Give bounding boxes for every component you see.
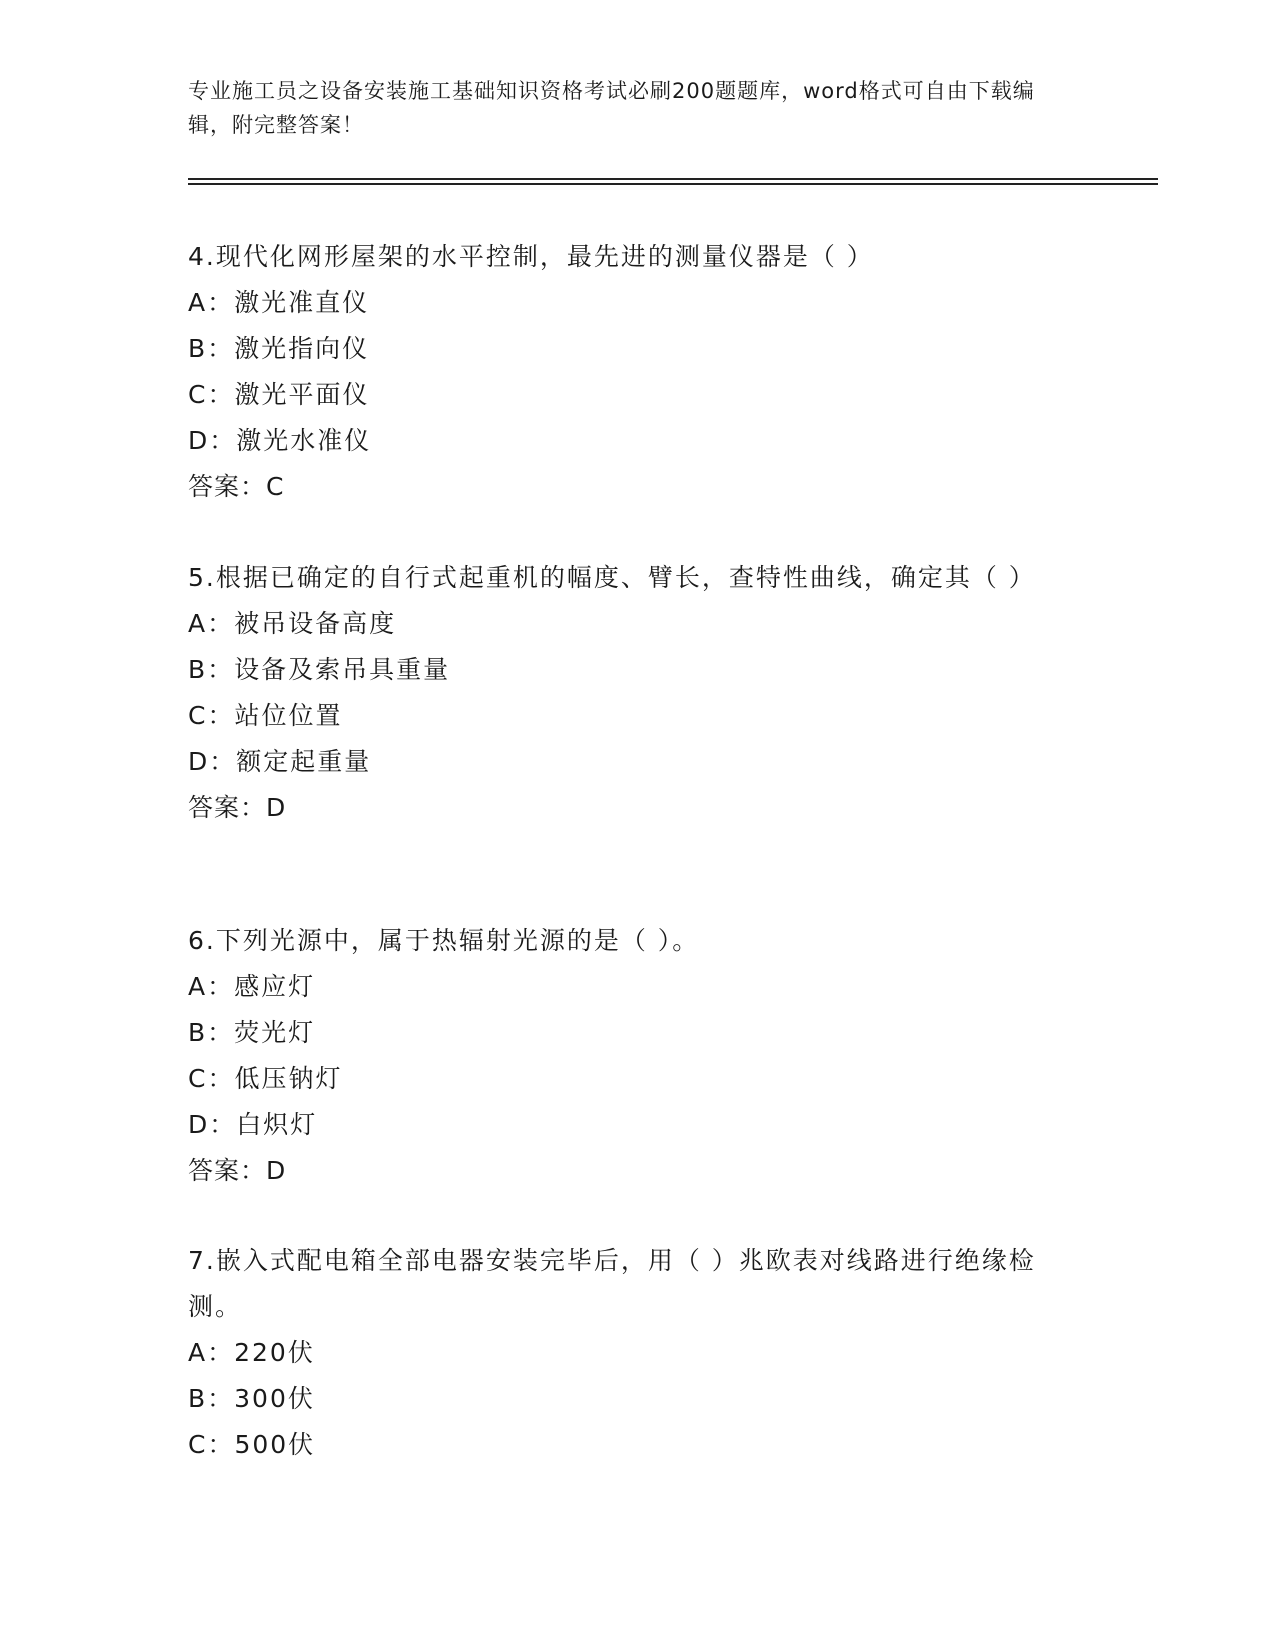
option-b: B：荧光灯 [188,1018,316,1047]
option-c: C：500伏 [188,1430,316,1459]
question-stem: 6.下列光源中，属于热辐射光源的是（ ）。 [188,926,700,955]
option-a: A：激光准直仪 [188,288,370,317]
option-d: D：白炽灯 [188,1110,318,1139]
option-c: C：低压钠灯 [188,1064,343,1093]
question-5 [188,555,1088,831]
option-b: B：激光指向仪 [188,334,370,363]
option-c: C：激光平面仪 [188,380,370,409]
option-b: B：设备及索吊具重量 [188,655,451,684]
answer: 答案：D [188,793,287,822]
header-rule-top [188,178,1158,180]
option-d: D：额定起重量 [188,747,372,776]
option-c: C：站位位置 [188,701,343,730]
question-stem: 5.根据已确定的自行式起重机的幅度、臂长，查特性曲线，确定其（ ） [188,563,1036,592]
question-stem: 4.现代化网形屋架的水平控制，最先进的测量仪器是（ ） [188,242,874,271]
question-stem: 7.嵌入式配电箱全部电器安装完毕后，用（ ）兆欧表对线路进行绝缘检测。 [188,1246,1036,1321]
header-rule-bottom [188,183,1158,185]
question-7 [188,1238,1088,1468]
answer: 答案：C [188,472,285,501]
option-a: A：被吊设备高度 [188,609,397,638]
document-header: 专业施工员之设备安装施工基础知识资格考试必刷200题题库，word格式可自由下载编辑，附完整答案！ [188,79,1035,137]
option-b: B：300伏 [188,1384,315,1413]
answer: 答案：D [188,1156,287,1185]
question-4 [188,234,1088,510]
question-6 [188,918,1088,1194]
option-a: A：感应灯 [188,972,316,1001]
option-a: A：220伏 [188,1338,315,1367]
option-d: D：激光水准仪 [188,426,372,455]
